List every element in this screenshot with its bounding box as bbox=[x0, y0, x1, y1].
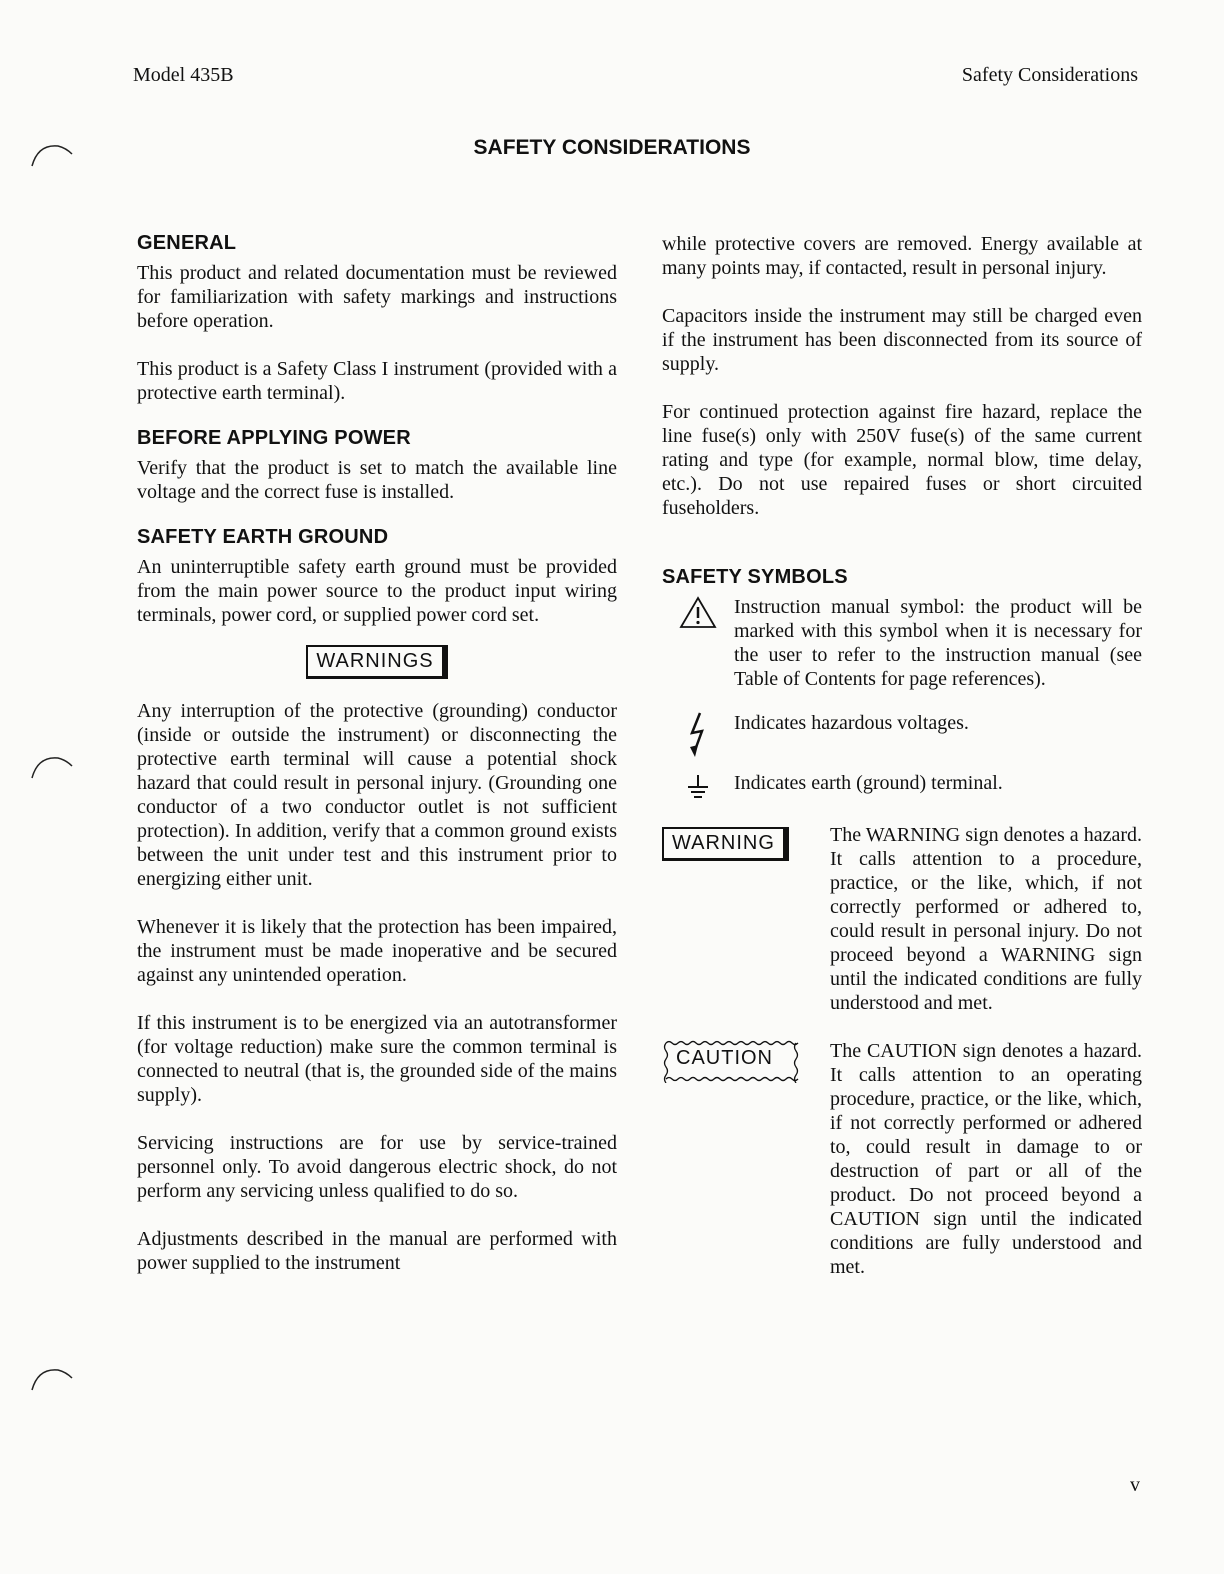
caution-label: CAUTION bbox=[676, 1047, 773, 1069]
safety-symbols-heading: SAFETY SYMBOLS bbox=[662, 566, 848, 588]
warnings-paragraph-5: Adjustments described in the manual are performed with power supplied to the instrument bbox=[137, 1228, 617, 1274]
earth-ground-heading: SAFETY EARTH GROUND bbox=[137, 526, 389, 548]
earth-ground-paragraph: An uninterruptible safety earth ground must be provided from the main power source to the product input wiring terminals, power cord, or supplied power cord set. bbox=[137, 556, 617, 626]
continued-paragraph-3: For continued protection against fire hazard, replace the line fuse(s) only with 250V fuse(s) of the same current rating and type (for example, normal blow, time delay, etc.). Do not use repaired fuses or short circuited fuseholders. bbox=[662, 401, 1142, 519]
symbol-manual-text: Instruction manual symbol: the product will be marked with this symbol when it is necessary for the user to refer to the instruction manual (see Table of Contents for page references). bbox=[734, 596, 1142, 690]
instruction-manual-warning-icon bbox=[678, 595, 718, 631]
warnings-paragraph-3: If this instrument is to be energized via an autotransformer (for voltage reduction) make sure the common terminal is connected to neutral (that is, the grounded side of the mains supply). bbox=[137, 1012, 617, 1106]
binder-mark-bottom bbox=[28, 1364, 78, 1394]
header-section: Safety Considerations bbox=[961, 64, 1138, 86]
general-heading: GENERAL bbox=[137, 232, 237, 254]
caution-sign-text: The CAUTION sign denotes a hazard. It calls attention to an operating procedure, practice, or the like, which, if not correctly performed or adhered to, could result in damage to or destruction of part or all of the product. Do not proceed beyond a CAUTION sign until the indicated conditions are fully understood and met. bbox=[830, 1040, 1142, 1278]
warning-sign-row bbox=[662, 823, 1142, 1015]
right-column bbox=[662, 232, 1142, 1279]
before-power-heading: BEFORE APPLYING POWER bbox=[137, 427, 411, 449]
warnings-paragraph-4: Servicing instructions are for use by service-trained personnel only. To avoid dangerous electric shock, do not perform any servicing unless qualified to do so. bbox=[137, 1132, 617, 1202]
left-column bbox=[137, 232, 617, 1275]
symbol-ground-text: Indicates earth (ground) terminal. bbox=[734, 772, 1003, 794]
symbol-voltage-text: Indicates hazardous voltages. bbox=[734, 712, 969, 734]
symbol-row-ground bbox=[662, 771, 1142, 801]
binder-mark-middle bbox=[28, 752, 78, 782]
hazardous-voltage-icon bbox=[683, 711, 713, 759]
general-paragraph-2: This product is a Safety Class I instrument (provided with a protective earth terminal). bbox=[137, 358, 617, 404]
caution-sign-row bbox=[662, 1039, 1142, 1279]
symbol-row-manual bbox=[662, 595, 1142, 691]
warnings-label: WARNINGS bbox=[306, 645, 447, 679]
warning-label: WARNING bbox=[662, 827, 789, 861]
symbol-row-voltage bbox=[662, 711, 1142, 759]
page-number: v bbox=[1130, 1474, 1140, 1496]
header-model: Model 435B bbox=[133, 64, 234, 86]
caution-label-box bbox=[662, 1039, 787, 1078]
warning-sign-text: The WARNING sign denotes a hazard. It calls attention to a procedure, practice, or the like, which, if not correctly performed or adhered to, could result in personal injury. Do not proceed beyond a WARNING sign until the indicated conditions are fully understood and met. bbox=[830, 824, 1142, 1014]
warnings-paragraph-1: Any interruption of the protective (grounding) conductor (inside or outside the instrument) or disconnecting the protective earth terminal will cause a potential shock hazard that could result in personal injury. (Grounding one conductor of a two conductor outlet is not sufficient protection). In addition, verify that a common ground exists between the unit under test and this instrument prior to energizing either unit. bbox=[137, 700, 617, 890]
page-title: SAFETY CONSIDERATIONS bbox=[473, 136, 751, 159]
general-paragraph-1: This product and related documentation must be reviewed for familiarization with safety markings and instructions before operation. bbox=[137, 262, 617, 332]
earth-ground-icon bbox=[683, 771, 713, 801]
before-power-paragraph: Verify that the product is set to match the available line voltage and the correct fuse is installed. bbox=[137, 457, 617, 503]
continued-paragraph-1: while protective covers are removed. Energy available at many points may, if contacted, result in personal injury. bbox=[662, 233, 1142, 279]
warnings-paragraph-2: Whenever it is likely that the protection has been impaired, the instrument must be made inoperative and be secured against any unintended operation. bbox=[137, 916, 617, 986]
continued-paragraph-2: Capacitors inside the instrument may still be charged even if the instrument has been disconnected from its source of supply. bbox=[662, 305, 1142, 375]
